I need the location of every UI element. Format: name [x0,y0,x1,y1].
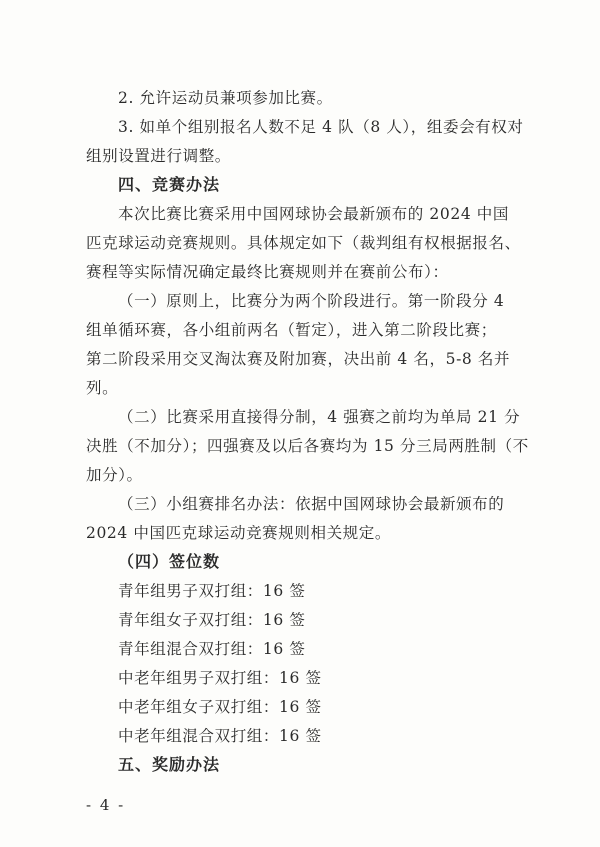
page-number: - 4 - [86,796,126,814]
text-line: 匹克球运动竞赛规则。具体规定如下（裁判组有权根据报名、 [86,234,521,252]
list-item: 青年组女子双打组：16 签 [118,611,306,629]
list-item: 中老年组混合双打组：16 签 [118,727,322,745]
list-item: 中老年组女子双打组：16 签 [118,698,322,716]
list-item: 青年组混合双打组：16 签 [118,640,306,658]
text-line: 本次比赛比赛采用中国网球协会最新颁布的 2024 中国 [118,205,510,223]
text-line: （二）比赛采用直接得分制，4 强赛之前均为单局 21 分 [118,408,521,426]
text-line: 3. 如单个组别报名人数不足 4 队（8 人），组委会有权对 [118,118,524,136]
text-line: 列。 [86,379,119,397]
text-line: 第二阶段采用交叉淘汰赛及附加赛，决出前 4 名，5-8 名并 [86,350,511,368]
text-line: 组别设置进行调整。 [86,147,231,165]
text-line: （三）小组赛排名办法：依据中国网球协会最新颁布的 [118,495,505,513]
text-line: 赛程等实际情况确定最终比赛规则并在赛前公布）： [86,263,449,281]
subsection-heading: （四）签位数 [118,552,221,571]
section-heading: 四、竞赛办法 [118,175,221,194]
text-line: 决胜（不加分）；四强赛及以后各赛均为 15 分三局两胜制（不 [86,437,529,455]
list-item: 青年组男子双打组：16 签 [118,582,306,600]
text-line: 加分）。 [86,466,143,484]
text-line: （一）原则上，比赛分为两个阶段进行。第一阶段分 4 [118,292,505,310]
section-heading: 五、奖励办法 [118,755,221,774]
text-line: 2. 允许运动员兼项参加比赛。 [118,89,333,107]
text-line: 2024 中国匹克球运动竞赛规则相关规定。 [86,524,391,542]
text-line: 组单循环赛，各小组前两名（暂定），进入第二阶段比赛； [86,321,497,339]
list-item: 中老年组男子双打组：16 签 [118,669,322,687]
